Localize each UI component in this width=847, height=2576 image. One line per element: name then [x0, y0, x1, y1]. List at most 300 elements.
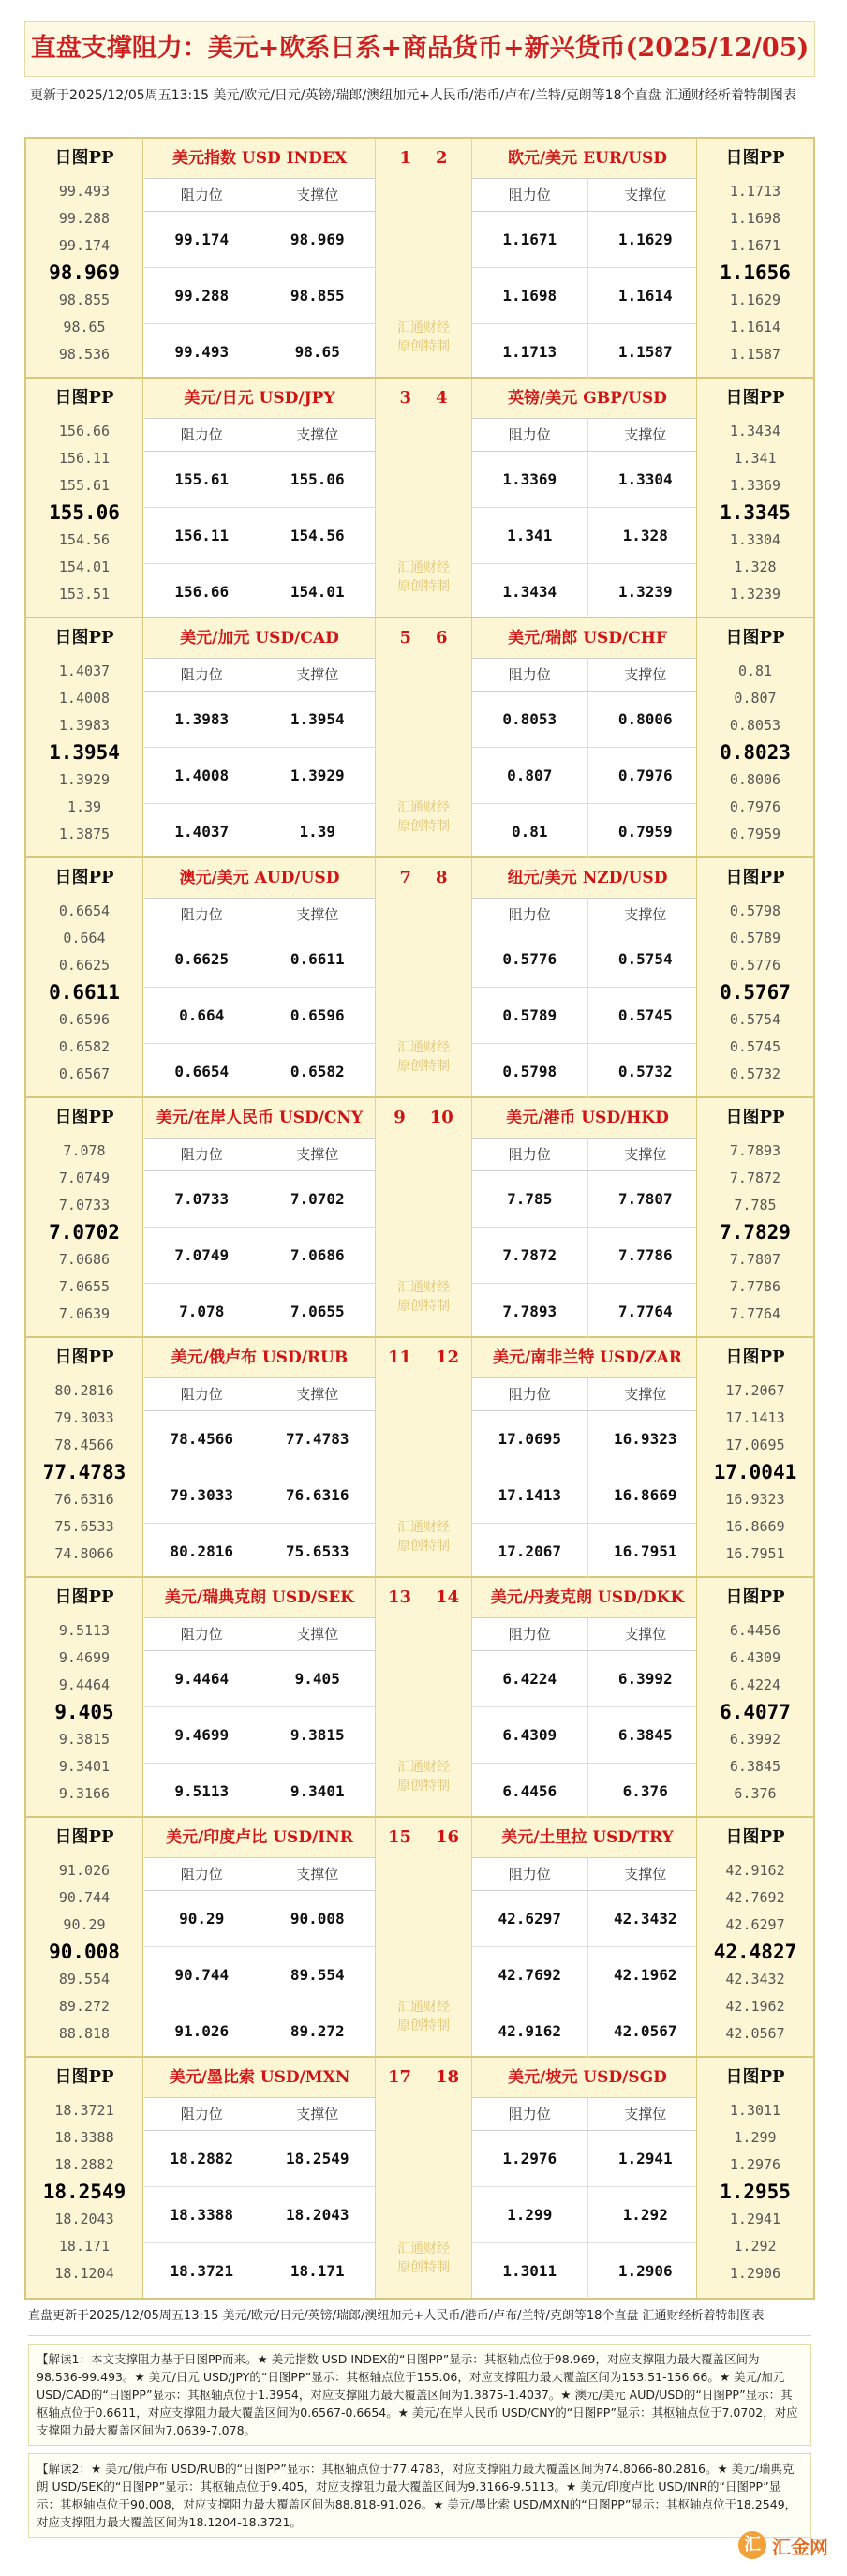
- resistance-value: 1.1671: [472, 212, 588, 267]
- pp-value: 1.4037: [58, 663, 111, 679]
- pp-value: 6.4309: [729, 1649, 781, 1666]
- pair-table: [472, 858, 703, 1096]
- resistance-value: 7.078: [144, 1284, 260, 1339]
- pivot-value: 7.0702: [49, 1221, 120, 1243]
- support-header: 支撑位: [296, 1866, 339, 1883]
- resistance-value: 1.4008: [144, 748, 260, 803]
- pp-header: 日图PP: [54, 628, 114, 648]
- pair-number: 11: [387, 1348, 411, 1367]
- pair-number: 18: [436, 2067, 460, 2087]
- pp-value: 9.3815: [58, 1731, 111, 1748]
- support-header: 支撑位: [296, 1146, 339, 1163]
- pp-column: [696, 618, 813, 856]
- pp-value: 6.3845: [729, 1758, 781, 1775]
- pp-value: 1.3929: [58, 771, 111, 788]
- support-value: 0.5732: [617, 1063, 673, 1080]
- pivot-value: 1.3345: [720, 501, 791, 524]
- pair-numbers: [376, 379, 471, 418]
- index-column: [375, 618, 472, 856]
- watermark-line: 汇通财经: [397, 2000, 450, 2015]
- pp-value: 1.1614: [729, 319, 781, 335]
- pair-number: 12: [436, 1348, 460, 1367]
- pair-block: [26, 1098, 813, 1338]
- watermark-line: 原创特制: [397, 2260, 450, 2275]
- watermark-line: 原创特制: [397, 339, 450, 354]
- column-headers: [472, 1138, 703, 1171]
- resistance-value: 1.3369: [472, 452, 588, 507]
- pp-value: 16.8669: [725, 1518, 785, 1535]
- resistance-header: 阻力位: [472, 1618, 588, 1650]
- pair-block: [26, 858, 813, 1098]
- pp-value: 0.6582: [58, 1038, 111, 1055]
- support-value: 1.1629: [617, 231, 673, 248]
- pivot-value: 98.969: [49, 261, 120, 284]
- level-row: [144, 692, 375, 748]
- resistance-value: 42.6297: [472, 1891, 588, 1946]
- resistance-value: 17.0695: [472, 1411, 588, 1467]
- pivot-value: 9.405: [54, 1701, 114, 1723]
- pp-header: 日图PP: [725, 148, 785, 168]
- pp-value: 0.7976: [729, 798, 781, 815]
- resistance-value: 6.4456: [472, 1764, 588, 1819]
- pp-value: 7.7786: [729, 1278, 781, 1295]
- pp-value: 1.39: [67, 798, 102, 815]
- pp-value: 7.078: [63, 1142, 106, 1159]
- pp-value: 1.4008: [58, 690, 111, 707]
- column-headers: [472, 2097, 703, 2131]
- index-column: [375, 139, 472, 377]
- resistance-value: 0.664: [144, 988, 260, 1043]
- pair-block: [26, 1578, 813, 1818]
- pp-value: 156.11: [58, 450, 111, 467]
- level-row: [144, 1411, 375, 1467]
- pp-value: 6.376: [734, 1785, 777, 1802]
- support-value: 89.272: [290, 2022, 345, 2040]
- watermark: [376, 2240, 471, 2277]
- pp-value: 0.5789: [729, 930, 781, 946]
- pp-value: 42.9162: [725, 1862, 785, 1879]
- pair-table: [472, 618, 703, 856]
- resistance-value: 90.29: [144, 1891, 260, 1946]
- pp-value: 42.0567: [725, 2025, 785, 2042]
- pp-value: 154.56: [58, 531, 111, 548]
- support-value: 42.3432: [614, 1910, 677, 1928]
- watermark: [376, 1518, 471, 1556]
- column-headers: [144, 658, 375, 692]
- support-header: 支撑位: [296, 906, 339, 923]
- resistance-value: 1.3434: [472, 564, 588, 619]
- column-headers: [144, 898, 375, 931]
- pivot-value: 90.008: [49, 1941, 120, 1963]
- resistance-value: 79.3033: [144, 1467, 260, 1523]
- level-row: [144, 508, 375, 564]
- pair-name: 英镑/美元 GBP/USD: [472, 379, 703, 418]
- support-value: 75.6533: [286, 1542, 349, 1560]
- pp-value: 1.3239: [729, 586, 781, 603]
- pair-table: [144, 1578, 375, 1816]
- pair-name: 美元/加元 USD/CAD: [144, 618, 375, 658]
- pp-column: [696, 379, 813, 617]
- resistance-value: 9.4464: [144, 1651, 260, 1706]
- resistance-value: 6.4309: [472, 1707, 588, 1763]
- pivot-value: 6.4077: [720, 1701, 791, 1723]
- pair-table: [472, 1578, 703, 1816]
- pair-block: [26, 379, 813, 618]
- level-row: [144, 1171, 375, 1228]
- support-header: 支撑位: [624, 426, 667, 443]
- level-row: [472, 324, 703, 380]
- update-line: 更新于2025/12/05周五13:15 美元/欧元/日元/英镑/瑞郎/澳纽加元+人民币/港币/卢布/兰特/克朗等18个直盘 汇通财经析着特制图表: [30, 88, 796, 103]
- level-row: [144, 1947, 375, 2003]
- pp-header: 日图PP: [725, 388, 785, 408]
- watermark: [376, 1998, 471, 2035]
- pp-value: 17.0695: [725, 1437, 785, 1453]
- resistance-header: 阻力位: [472, 419, 588, 451]
- pp-value: 6.4224: [729, 1676, 781, 1693]
- index-column: [375, 858, 472, 1096]
- level-row: [144, 324, 375, 380]
- pair-name: 美元/墨比索 USD/MXN: [144, 2058, 375, 2097]
- pair-name: 美元指数 USD INDEX: [144, 139, 375, 178]
- pair-number: 17: [387, 2067, 411, 2087]
- pp-value: 0.5732: [729, 1065, 781, 1082]
- pair-table: [144, 1338, 375, 1576]
- pp-value: 42.6297: [725, 1916, 785, 1933]
- pair-numbers: [376, 1578, 471, 1617]
- pp-value: 76.6316: [54, 1491, 114, 1508]
- column-headers: [472, 178, 703, 212]
- pair-name: 欧元/美元 EUR/USD: [472, 139, 703, 178]
- resistance-value: 99.288: [144, 268, 260, 323]
- pp-value: 99.288: [58, 210, 111, 227]
- pp-value: 0.664: [63, 930, 106, 946]
- pair-table: [144, 858, 375, 1096]
- pair-name: 美元/坡元 USD/SGD: [472, 2058, 703, 2097]
- resistance-header: 阻力位: [472, 1139, 588, 1170]
- pp-value: 1.3304: [729, 531, 781, 548]
- pair-table: [144, 139, 375, 377]
- pp-column: [696, 1578, 813, 1816]
- pp-header: 日图PP: [54, 868, 114, 887]
- pair-name: 澳元/美元 AUD/USD: [144, 858, 375, 898]
- support-value: 0.7959: [617, 823, 673, 841]
- level-row: [144, 1707, 375, 1764]
- support-value: 18.2043: [286, 2206, 349, 2224]
- support-header: 支撑位: [624, 1146, 667, 1163]
- pp-value: 9.4699: [58, 1649, 111, 1666]
- pp-header: 日图PP: [725, 1348, 785, 1367]
- support-value: 1.3954: [290, 710, 345, 728]
- resistance-header: 阻力位: [472, 2098, 588, 2130]
- resistance-value: 80.2816: [144, 1524, 260, 1579]
- resistance-value: 1.4037: [144, 804, 260, 859]
- pair-name: 美元/瑞郎 USD/CHF: [472, 618, 703, 658]
- resistance-value: 18.3721: [144, 2243, 260, 2299]
- level-row: [472, 931, 703, 988]
- level-row: [472, 1891, 703, 1947]
- support-header: 支撑位: [624, 1866, 667, 1883]
- pp-value: 7.0655: [58, 1278, 111, 1295]
- pair-numbers: [376, 2058, 471, 2097]
- level-row: [144, 931, 375, 988]
- pp-value: 18.171: [58, 2238, 111, 2255]
- level-row: [472, 212, 703, 268]
- column-headers: [144, 178, 375, 212]
- index-column: [375, 1578, 472, 1816]
- logo-mark-icon: 汇: [738, 2531, 766, 2559]
- support-value: 0.6596: [290, 1006, 345, 1024]
- resistance-value: 18.3388: [144, 2187, 260, 2242]
- pp-value: 17.2067: [725, 1382, 785, 1399]
- resistance-header: 阻力位: [472, 1858, 588, 1890]
- level-row: [472, 2003, 703, 2059]
- level-row: [472, 748, 703, 804]
- resistance-value: 1.1698: [472, 268, 588, 323]
- index-column: [375, 379, 472, 617]
- pair-block: [26, 618, 813, 858]
- support-header: 支撑位: [296, 1626, 339, 1643]
- watermark-line: 汇通财经: [397, 1760, 450, 1775]
- resistance-value: 0.5789: [472, 988, 588, 1043]
- pp-column: [696, 2058, 813, 2298]
- pp-column: [26, 1098, 143, 1336]
- pair-number: 16: [436, 1827, 460, 1847]
- support-header: 支撑位: [296, 666, 339, 683]
- support-header: 支撑位: [624, 666, 667, 683]
- pp-column: [696, 1338, 813, 1576]
- resistance-value: 6.4224: [472, 1651, 588, 1706]
- pp-header: 日图PP: [725, 628, 785, 648]
- support-value: 1.2941: [617, 2150, 673, 2167]
- support-header: 支撑位: [624, 186, 667, 203]
- pair-table: [472, 1338, 703, 1576]
- support-value: 77.4783: [286, 1430, 349, 1448]
- level-row: [472, 1171, 703, 1228]
- support-value: 16.7951: [614, 1542, 677, 1560]
- resistance-value: 0.81: [472, 804, 588, 859]
- resistance-header: 阻力位: [144, 419, 260, 451]
- watermark-line: 原创特制: [397, 819, 450, 834]
- pp-value: 1.3983: [58, 717, 111, 734]
- level-row: [144, 988, 375, 1044]
- pair-numbers: [376, 139, 471, 178]
- support-header: 支撑位: [624, 906, 667, 923]
- pp-value: 42.7692: [725, 1889, 785, 1906]
- support-value: 154.01: [290, 583, 345, 601]
- pp-header: 日图PP: [725, 1827, 785, 1847]
- resistance-value: 1.341: [472, 508, 588, 563]
- level-row: [144, 212, 375, 268]
- support-value: 1.1614: [617, 287, 673, 305]
- pp-header: 日图PP: [54, 148, 114, 168]
- resistance-value: 0.6654: [144, 1044, 260, 1099]
- resistance-value: 9.5113: [144, 1764, 260, 1819]
- pp-value: 0.5754: [729, 1011, 781, 1028]
- support-value: 7.0655: [290, 1303, 345, 1320]
- pair-number: 6: [436, 628, 448, 648]
- pp-value: 1.2941: [729, 2211, 781, 2227]
- pair-number: 10: [429, 1108, 453, 1127]
- column-headers: [144, 2097, 375, 2131]
- pair-table: [472, 379, 703, 617]
- watermark-line: 原创特制: [397, 1299, 450, 1314]
- column-headers: [472, 658, 703, 692]
- support-value: 7.0702: [290, 1190, 345, 1208]
- pp-value: 0.5798: [729, 902, 781, 919]
- level-row: [144, 748, 375, 804]
- interpretation-note-1: 【解读1：本文支撑阻力基于日图PP而来。★ 美元指数 USD INDEX的“日图PP”显示：其枢轴点位于98.969，对应支撑阻力最大覆盖区间为98.536-99.493。★ 美元/日元 USD/JPY的“日图PP”显示：其枢轴点位于155.06，对应支撑阻力最大覆盖区间为153.51-156.66。★ 美元/加元 USD/CAD的“日图PP”显示：其枢轴点位于1.3954，对应支撑阻力最大覆盖区间为1.3875-1.4037。★ 澳元/美元 AUD/USD的“日图PP”显示：其枢轴点位于0.6611，对应支撑阻力最大覆盖区间为0.6567-0.6654。★ 美元/在岸人民币 USD/CNY的“日图PP”显示：其枢轴点位于7.0702，对应支撑阻力最大覆盖区间为7.0639-7.078。: [28, 2344, 811, 2446]
- resistance-value: 99.493: [144, 324, 260, 380]
- pp-value: 1.3875: [58, 826, 111, 842]
- level-row: [144, 1044, 375, 1099]
- support-value: 1.3929: [290, 767, 345, 784]
- pivot-value: 0.5767: [720, 981, 791, 1004]
- resistance-value: 7.7893: [472, 1284, 588, 1339]
- pp-value: 156.66: [58, 423, 111, 439]
- support-value: 1.3304: [617, 470, 673, 488]
- pair-block: [26, 2058, 813, 2298]
- pair-numbers: [376, 618, 471, 658]
- support-value: 1.3239: [617, 583, 673, 601]
- pp-value: 7.7872: [729, 1169, 781, 1186]
- level-row: [144, 1651, 375, 1707]
- pp-value: 1.3011: [729, 2102, 781, 2119]
- pp-value: 7.785: [734, 1197, 777, 1214]
- resistance-value: 17.1413: [472, 1467, 588, 1523]
- pp-value: 0.807: [734, 690, 777, 707]
- pair-name: 美元/印度卢比 USD/INR: [144, 1818, 375, 1857]
- pair-name: 美元/瑞典克朗 USD/SEK: [144, 1578, 375, 1617]
- resistance-value: 7.0749: [144, 1228, 260, 1283]
- pair-table: [472, 139, 703, 377]
- pp-value: 74.8066: [54, 1545, 114, 1562]
- pp-value: 80.2816: [54, 1382, 114, 1399]
- resistance-value: 0.8053: [472, 692, 588, 747]
- pp-header: 日图PP: [725, 1108, 785, 1127]
- pair-name: 美元/南非兰特 USD/ZAR: [472, 1338, 703, 1377]
- watermark-line: 汇通财经: [397, 800, 450, 815]
- support-header: 支撑位: [624, 2106, 667, 2122]
- level-row: [472, 1411, 703, 1467]
- pivot-value: 0.8023: [720, 741, 791, 764]
- pp-value: 98.65: [63, 319, 106, 335]
- pp-value: 0.8053: [729, 717, 781, 734]
- pp-column: [26, 1338, 143, 1576]
- pair-table: [472, 1818, 703, 2056]
- resistance-value: 1.299: [472, 2187, 588, 2242]
- level-row: [472, 508, 703, 564]
- pp-value: 0.7959: [729, 826, 781, 842]
- pp-value: 1.3369: [729, 477, 781, 494]
- resistance-value: 0.5798: [472, 1044, 588, 1099]
- resistance-value: 78.4566: [144, 1411, 260, 1467]
- pair-number: 2: [436, 148, 448, 168]
- footer-update-line: 直盘更新于2025/12/05周五13:15 美元/欧元/日元/英镑/瑞郎/澳纽加元+人民币/港币/卢布/兰特/克朗等18个直盘 汇通财经析着特制图表: [28, 2307, 811, 2336]
- watermark-line: 原创特制: [397, 1059, 450, 1074]
- pp-value: 0.6596: [58, 1011, 111, 1028]
- support-value: 7.0686: [290, 1246, 345, 1264]
- pp-value: 17.1413: [725, 1409, 785, 1426]
- pp-header: 日图PP: [54, 388, 114, 408]
- pp-column: [26, 858, 143, 1096]
- resistance-value: 0.6625: [144, 931, 260, 987]
- resistance-header: 阻力位: [144, 1378, 260, 1410]
- pp-value: 7.7807: [729, 1251, 781, 1268]
- support-value: 1.1587: [617, 343, 673, 361]
- pp-header: 日图PP: [725, 868, 785, 887]
- pair-table: [144, 618, 375, 856]
- level-row: [472, 2243, 703, 2299]
- pp-value: 1.1671: [729, 237, 781, 254]
- pp-value: 1.2906: [729, 2265, 781, 2282]
- level-row: [472, 1524, 703, 1579]
- support-value: 76.6316: [286, 1486, 349, 1504]
- pp-value: 1.1629: [729, 291, 781, 308]
- pair-table: [472, 2058, 703, 2298]
- pp-value: 7.0733: [58, 1197, 111, 1214]
- watermark-line: 汇通财经: [397, 1040, 450, 1055]
- interpretation-note-2: 【解读2：★ 美元/俄卢布 USD/RUB的“日图PP”显示：其枢轴点位于77.4783，对应支撑阻力最大覆盖区间为74.8066-80.2816。★ 美元/瑞典克朗 USD/SEK的“日图PP”显示：其枢轴点位于9.405，对应支撑阻力最大覆盖区间为9.3166-9.5113。★ 美元/印度卢比 USD/INR的“日图PP”显示：其枢轴点位于90.008，对应支撑阻力最大覆盖区间为88.818-91.026。★ 美元/墨比索 USD/MXN的“日图PP”显示：其枢轴点位于18.2549，对应支撑阻力最大覆盖区间为18.1204-18.3721。: [28, 2453, 811, 2538]
- support-value: 0.5745: [617, 1006, 673, 1024]
- pivot-value: 77.4783: [42, 1461, 126, 1483]
- level-row: [472, 1044, 703, 1099]
- watermark-line: 汇通财经: [397, 2241, 450, 2256]
- level-row: [144, 268, 375, 324]
- index-column: [375, 2058, 472, 2298]
- support-value: 42.0567: [614, 2022, 677, 2040]
- watermark-line: 汇通财经: [397, 1280, 450, 1295]
- pp-value: 78.4566: [54, 1437, 114, 1453]
- resistance-header: 阻力位: [144, 1139, 260, 1170]
- column-headers: [472, 898, 703, 931]
- watermark: [376, 1038, 471, 1076]
- pair-number: 8: [436, 868, 448, 887]
- pp-header: 日图PP: [54, 2067, 114, 2087]
- support-value: 7.7786: [617, 1246, 673, 1264]
- resistance-header: 阻力位: [472, 1378, 588, 1410]
- pp-value: 1.2976: [729, 2156, 781, 2173]
- quote-board: [24, 137, 815, 2300]
- support-value: 9.3401: [290, 1782, 345, 1800]
- support-value: 0.8006: [617, 710, 673, 728]
- pivot-value: 1.2955: [720, 2181, 791, 2203]
- resistance-header: 阻力位: [472, 659, 588, 691]
- resistance-value: 156.11: [144, 508, 260, 563]
- pp-value: 0.6654: [58, 902, 111, 919]
- resistance-value: 7.785: [472, 1171, 588, 1227]
- pp-value: 9.3401: [58, 1758, 111, 1775]
- resistance-value: 17.2067: [472, 1524, 588, 1579]
- pp-value: 1.1587: [729, 346, 781, 363]
- column-headers: [472, 1617, 703, 1651]
- resistance-header: 阻力位: [144, 2098, 260, 2130]
- column-headers: [144, 1617, 375, 1651]
- level-row: [144, 1228, 375, 1284]
- brand-logo: [738, 2531, 828, 2559]
- level-row: [144, 1467, 375, 1524]
- column-headers: [472, 1377, 703, 1411]
- level-row: [472, 452, 703, 508]
- resistance-value: 0.5776: [472, 931, 588, 987]
- support-value: 89.554: [290, 1966, 345, 1984]
- pp-value: 79.3033: [54, 1409, 114, 1426]
- pair-table: [144, 379, 375, 617]
- support-header: 支撑位: [624, 1386, 667, 1403]
- pp-value: 0.5745: [729, 1038, 781, 1055]
- pair-number: 14: [436, 1587, 460, 1607]
- support-value: 0.6582: [290, 1063, 345, 1080]
- logo-text: 汇金网: [772, 2535, 828, 2558]
